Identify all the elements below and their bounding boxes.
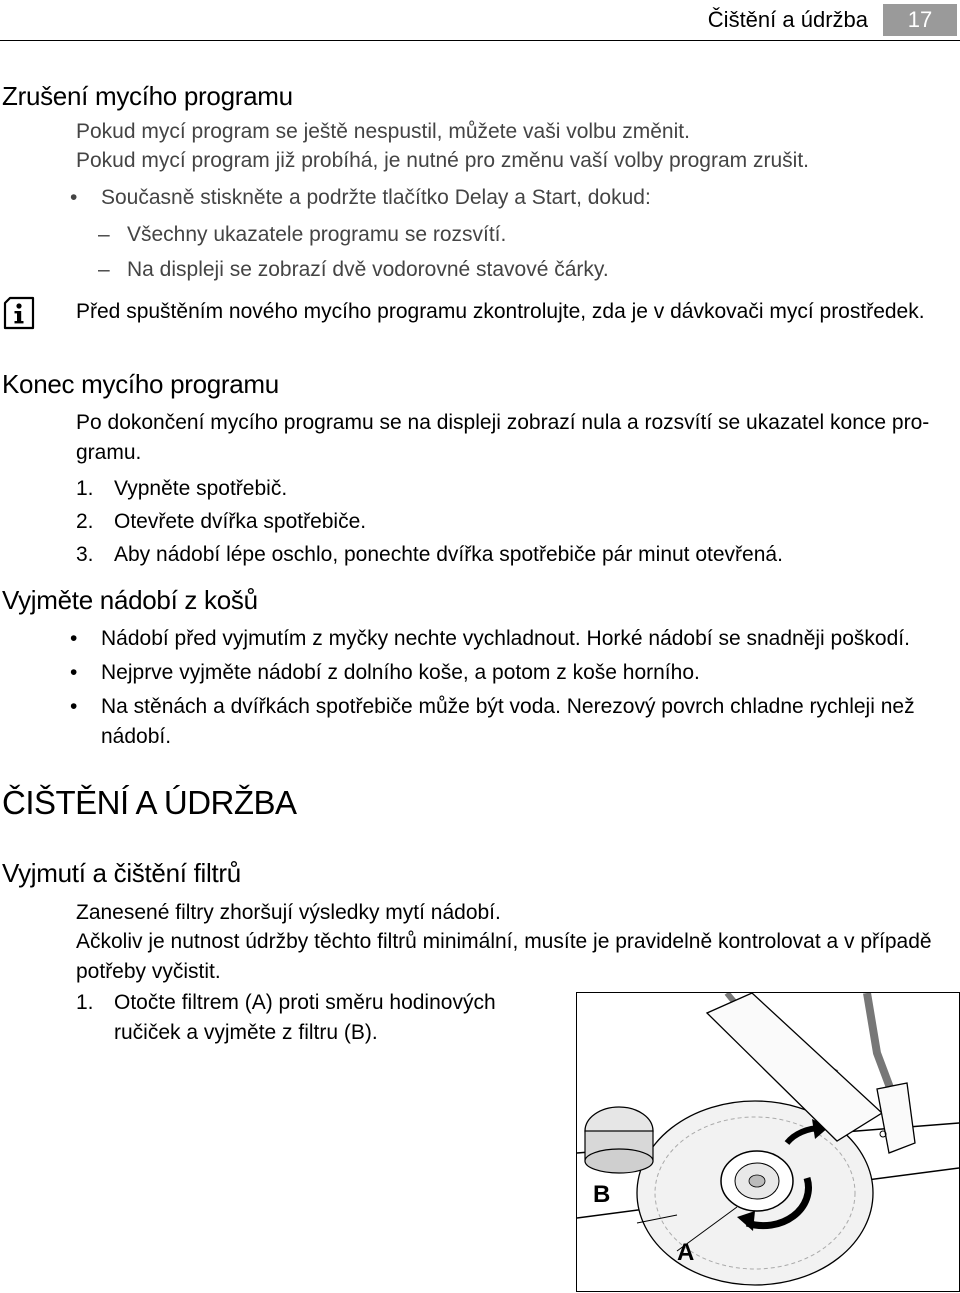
dash-marker: – [98, 258, 110, 281]
care-paragraph-1: Zanesené filtry zhoršují výsledky mytí nádobí. [76, 901, 501, 924]
end-paragraph: Po dokončení mycího programu se na displeji zobrazí nula a rozsvítí se ukazatel konce pro-gramu. [76, 411, 930, 464]
step-number: 1. [76, 991, 94, 1014]
cancel-dash-1: Všechny ukazatele programu se rozsvítí. [127, 223, 507, 246]
bullet-marker: • [70, 186, 78, 209]
end-step-2: Otevřete dvířka spotřebiče. [114, 510, 367, 533]
end-step-1: Vypněte spotřebič. [114, 477, 288, 500]
unload-bullet-2: Nejprve vyjměte nádobí z dolního koše, a potom z koše horního. [101, 661, 700, 684]
care-paragraph-2: Ačkoliv je nutnost údržby těchto filtrů minimální, musíte je pravidelně kontrolovat a v případě potřeby vyčistit. [76, 930, 932, 983]
care-step-1: Otočte filtrem (A) proti směru hodinových ručiček a vyjměte z filtru (B). [114, 991, 496, 1044]
cancel-bullet: Současně stiskněte a podržte tlačítko Delay a Start, dokud: [101, 186, 651, 209]
bullet-marker: • [70, 627, 78, 650]
cancel-dash-2: Na displeji se zobrazí dvě vodorovné stavové čárky. [127, 258, 609, 281]
info-note: Před spuštěním nového mycího programu zkontrolujte, zda je v dávkovači mycí prostředek. [76, 300, 925, 323]
dash-marker: – [98, 223, 110, 246]
header-rule [0, 40, 960, 41]
heading-filters: Vyjmutí a čištění filtrů [2, 858, 241, 888]
heading-cancel-program: Zrušení mycího programu [2, 81, 293, 111]
chapter-title: ČIŠTĚNÍ A ÚDRŽBA [2, 784, 297, 821]
bullet-marker: • [70, 695, 78, 718]
running-header-title: Čištění a údržba [707, 7, 868, 32]
step-number: 3. [76, 543, 94, 566]
unload-bullet-3: Na stěnách a dvířkách spotřebiče může být voda. Nerezový povrch chladne rychleji než nádobí. [101, 695, 915, 748]
figure-label-a: A [677, 1239, 695, 1266]
end-step-3: Aby nádobí lépe oschlo, ponechte dvířka spotřebiče pár minut otevřená. [114, 543, 783, 566]
step-number: 2. [76, 510, 94, 533]
bullet-marker: • [70, 661, 78, 684]
page-number: 17 [883, 4, 957, 36]
cancel-paragraph-1: Pokud mycí program se ještě nespustil, můžete vaši volbu změnit. [76, 120, 690, 143]
info-icon [2, 295, 36, 331]
step-number: 1. [76, 477, 94, 500]
heading-program-end: Konec mycího programu [2, 369, 279, 399]
cancel-paragraph-2: Pokud mycí program již probíhá, je nutné pro změnu vaší volby program zrušit. [76, 149, 809, 172]
unload-bullet-1: Nádobí před vyjmutím z myčky nechte vychladnout. Horké nádobí se snadněji poškodí. [101, 627, 910, 650]
heading-unload-dishes: Vyjměte nádobí z košů [2, 585, 258, 615]
filter-illustration [576, 992, 960, 1292]
figure-label-b: B [593, 1181, 611, 1208]
